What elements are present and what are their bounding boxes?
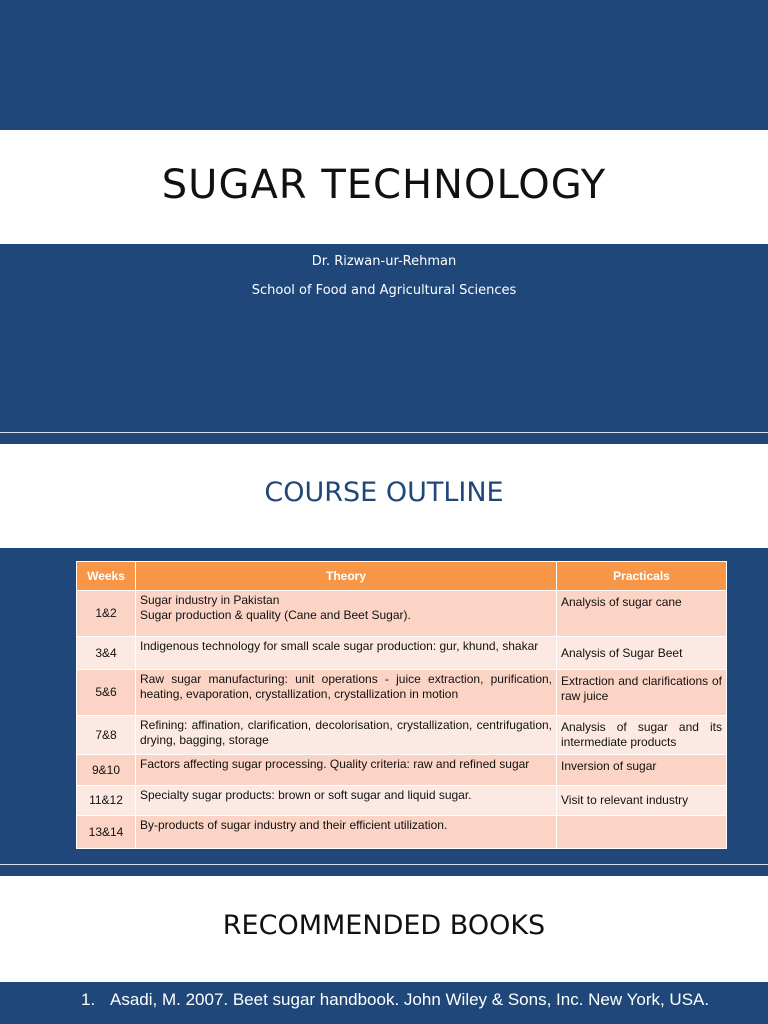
course-outline-title: COURSE OUTLINE: [264, 477, 504, 508]
table-row: [77, 591, 727, 637]
practical-cell: Inversion of sugar: [557, 755, 727, 786]
weeks-cell: 5&6: [77, 670, 136, 716]
course-outline-table: [76, 561, 727, 849]
practical-cell: [557, 816, 727, 849]
slide1-top-band: [0, 0, 768, 130]
weeks-cell: 13&14: [77, 816, 136, 849]
theory-cell: Specialty sugar products: brown or soft sugar and liquid sugar.: [136, 786, 557, 816]
book-number: 1.: [81, 990, 96, 1009]
theory-cell: Sugar industry in Pakistan Sugar production & quality (Cane and Beet Sugar).: [136, 591, 557, 637]
table-row: [77, 755, 727, 786]
theory-cell: Factors affecting sugar processing. Quality criteria: raw and refined sugar: [136, 755, 557, 786]
table-header-row: [77, 562, 727, 591]
practical-cell: Extraction and clarifications of raw juice: [557, 670, 727, 716]
weeks-cell: 7&8: [77, 716, 136, 755]
theory-cell: Raw sugar manufacturing: unit operations - juice extraction, purification, heating, evaporation, crystallization, crystallization in motion: [136, 670, 557, 716]
weeks-cell: 11&12: [77, 786, 136, 816]
author-name: Dr. Rizwan-ur-Rehman: [311, 254, 457, 269]
slide-gap: [0, 865, 768, 876]
table-row: [77, 716, 727, 755]
table-row: [77, 786, 727, 816]
practical-cell: Analysis of sugar cane: [557, 591, 727, 637]
books-list: [81, 990, 721, 1009]
practical-cell: Analysis of sugar and its intermediate products: [557, 716, 727, 755]
practical-cell: Analysis of Sugar Beet: [557, 637, 727, 670]
header-practicals: Practicals: [557, 562, 727, 591]
weeks-cell: 1&2: [77, 591, 136, 637]
theory-cell: Refining: affination, clarification, decolorisation, crystallization, centrifugation, drying, bagging, storage: [136, 716, 557, 755]
table-row: [77, 637, 727, 670]
weeks-cell: 9&10: [77, 755, 136, 786]
slide-gap: [0, 433, 768, 444]
header-theory: Theory: [136, 562, 557, 591]
practical-cell: Visit to relevant industry: [557, 786, 727, 816]
weeks-cell: 3&4: [77, 637, 136, 670]
theory-cell: By-products of sugar industry and their efficient utilization.: [136, 816, 557, 849]
recommended-books-title: RECOMMENDED BOOKS: [222, 910, 546, 941]
header-weeks: Weeks: [77, 562, 136, 591]
theory-cell: Indigenous technology for small scale sugar production: gur, khund, shakar: [136, 637, 557, 670]
list-item: [81, 990, 721, 1009]
school-name: School of Food and Agricultural Sciences: [251, 283, 517, 298]
table-row: [77, 670, 727, 716]
book-citation: Asadi, M. 2007. Beet sugar handbook. John Wiley & Sons, Inc. New York, USA.: [110, 990, 710, 1009]
slide1-bottom-band: [0, 244, 768, 432]
slide-title: SUGAR TECHNOLOGY: [161, 162, 607, 208]
table-row: [77, 816, 727, 849]
